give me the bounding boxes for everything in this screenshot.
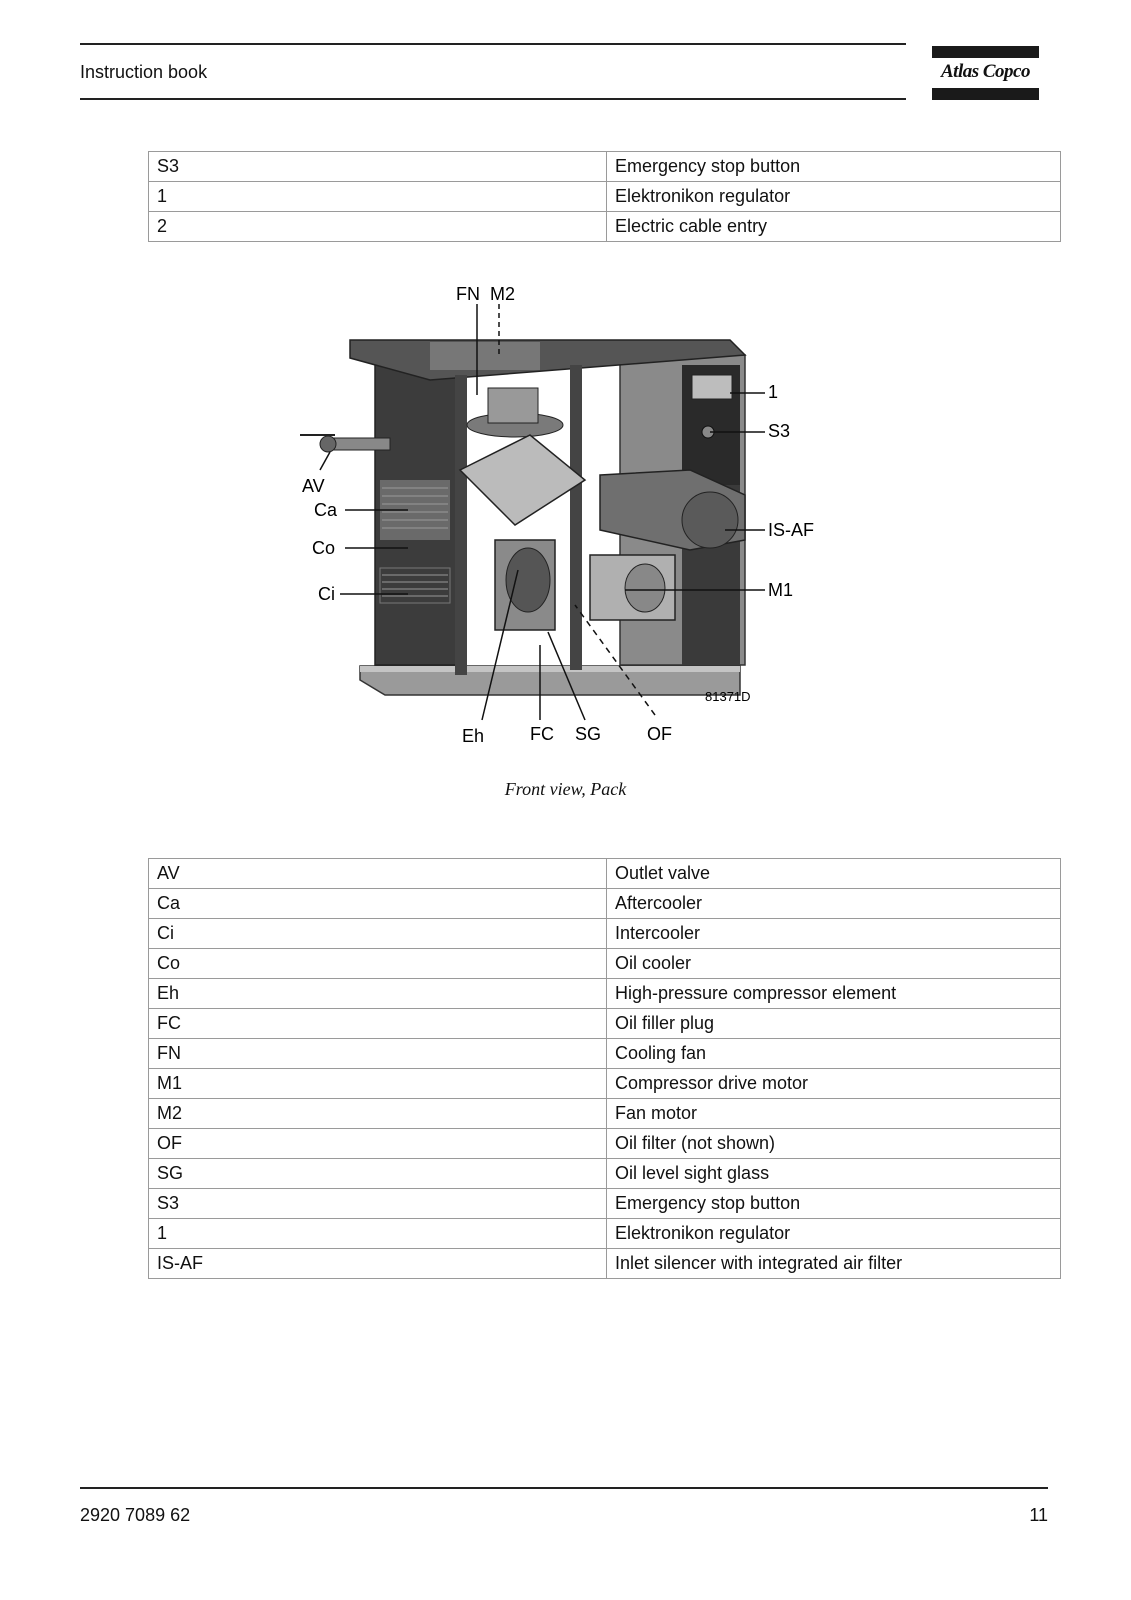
legend-code: S3: [149, 1189, 607, 1219]
legend-description: Cooling fan: [607, 1039, 1061, 1069]
legend-description: Oil filler plug: [607, 1009, 1061, 1039]
table-row: [149, 859, 1061, 889]
legend-description: Fan motor: [607, 1099, 1061, 1129]
header-rule-top: [80, 43, 906, 45]
table-row: [149, 152, 1061, 182]
legend-code: M2: [149, 1099, 607, 1129]
legend-code: 1: [149, 182, 607, 212]
table-row: [149, 1189, 1061, 1219]
legend-description: Emergency stop button: [607, 1189, 1061, 1219]
callout-is-af: IS-AF: [768, 520, 815, 540]
legend-table-top: [148, 151, 1061, 242]
legend-description: Emergency stop button: [607, 152, 1061, 182]
table-row: [149, 919, 1061, 949]
footer-rule: [80, 1487, 1048, 1489]
callout-co: Co: [312, 538, 336, 558]
legend-code: AV: [149, 859, 607, 889]
table-row: [149, 1159, 1061, 1189]
table-row: [149, 979, 1061, 1009]
legend-code: 2: [149, 212, 607, 242]
table-row: [149, 1219, 1061, 1249]
legend-description: Oil cooler: [607, 949, 1061, 979]
page-number: 11: [1029, 1505, 1048, 1525]
table-row: [149, 1039, 1061, 1069]
legend-description: Aftercooler: [607, 889, 1061, 919]
legend-code: Ca: [149, 889, 607, 919]
table-row: [149, 889, 1061, 919]
legend-description: Inlet silencer with integrated air filter: [607, 1249, 1061, 1279]
callout-1: 1: [768, 382, 779, 402]
table-row: [149, 949, 1061, 979]
callout-fn: FN: [456, 284, 480, 304]
table-row: [149, 182, 1061, 212]
callout-ca: Ca: [314, 500, 338, 520]
legend-code: IS-AF: [149, 1249, 607, 1279]
legend-code: Ci: [149, 919, 607, 949]
callout-m2: M2: [490, 284, 516, 304]
table-row: [149, 1249, 1061, 1279]
logo-bar-bottom: [932, 88, 1039, 100]
callout-ci: Ci: [318, 584, 335, 604]
compressor-illustration: [290, 280, 815, 760]
table-row: [149, 1129, 1061, 1159]
callout-fc: FC: [530, 724, 554, 744]
legend-code: 1: [149, 1219, 607, 1249]
legend-description: Oil filter (not shown): [607, 1129, 1061, 1159]
legend-description: Electric cable entry: [607, 212, 1061, 242]
header-title: Instruction book: [80, 62, 208, 82]
legend-description: Compressor drive motor: [607, 1069, 1061, 1099]
atlas-copco-logo: [932, 44, 1039, 102]
legend-table-bottom: [148, 858, 1061, 1279]
legend-code: FN: [149, 1039, 607, 1069]
legend-code: SG: [149, 1159, 607, 1189]
callout-eh: Eh: [462, 726, 485, 746]
table-row: [149, 1069, 1061, 1099]
table-row: [149, 212, 1061, 242]
figure-caption: Front view, Pack: [504, 779, 627, 799]
logo-bar-top: [932, 46, 1039, 58]
callout-of: OF: [647, 724, 672, 744]
document-number: 2920 7089 62: [80, 1505, 191, 1525]
legend-code: OF: [149, 1129, 607, 1159]
legend-description: Outlet valve: [607, 859, 1061, 889]
legend-description: High-pressure compressor element: [607, 979, 1061, 1009]
legend-description: Intercooler: [607, 919, 1061, 949]
legend-code: M1: [149, 1069, 607, 1099]
header-rule-bottom: [80, 98, 906, 100]
legend-description: Elektronikon regulator: [607, 1219, 1061, 1249]
legend-code: Eh: [149, 979, 607, 1009]
callout-av: AV: [302, 476, 325, 496]
legend-code: FC: [149, 1009, 607, 1039]
legend-code: S3: [149, 152, 607, 182]
compressor-front-view-figure: [290, 280, 815, 760]
legend-code: Co: [149, 949, 607, 979]
callout-s3: S3: [768, 421, 791, 441]
legend-description: Oil level sight glass: [607, 1159, 1061, 1189]
callout-sg: SG: [575, 724, 602, 744]
legend-description: Elektronikon regulator: [607, 182, 1061, 212]
logo-wordmark: Atlas Copco: [941, 61, 1030, 82]
table-row: [149, 1009, 1061, 1039]
figure-reference-code: 81371D: [705, 689, 751, 704]
table-row: [149, 1099, 1061, 1129]
callout-m1: M1: [768, 580, 794, 600]
